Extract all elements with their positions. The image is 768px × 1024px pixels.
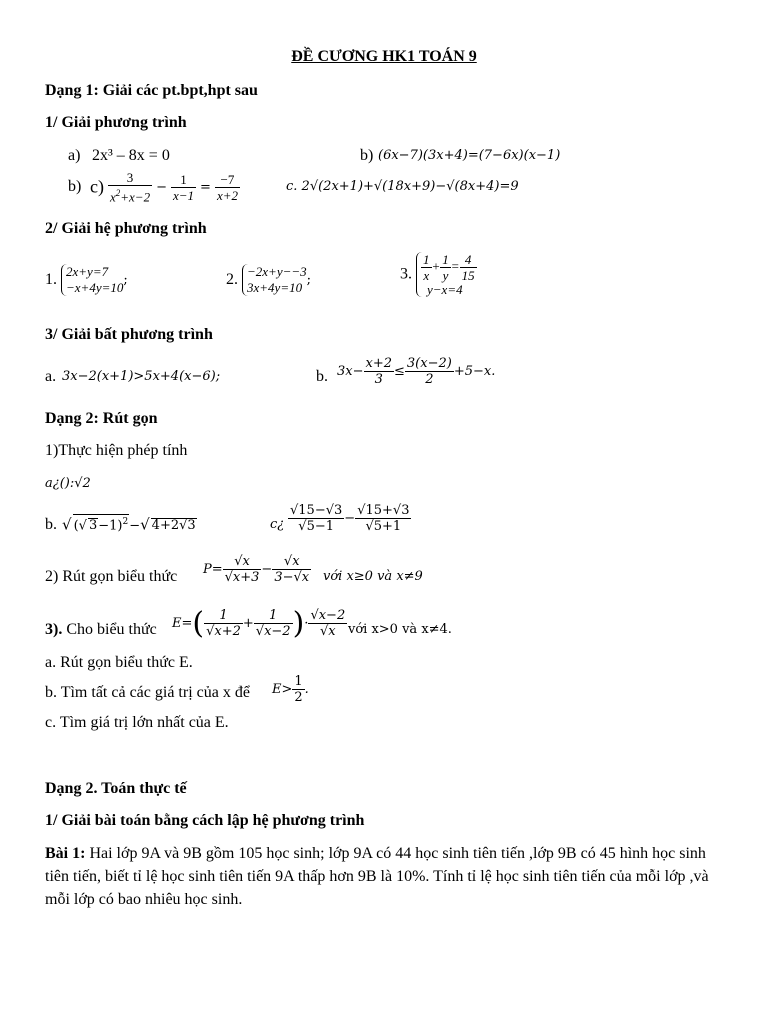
ineq-b-expr: 3x− $\frac{x+2}{3}$ ≤ $\frac{3(x-2)}{2}$ +5−x. [337,356,496,387]
eq-a-expr: 2x³ – 8x = 0 [92,147,170,164]
system-3-brace [416,252,477,297]
system-2-line-2: 3x+4y=10 [247,280,303,295]
eq-c-fraction-3: $\frac{-7}{x+2}$ [216,171,238,203]
q3b-text: b. Tìm tất cả các giá trị của x để [45,684,250,701]
q3b-expr: E> $\frac{1}{2}$ . [272,674,309,705]
q3c-text: c. Tìm giá trị lớn nhất của E. [45,714,229,731]
system-2 [226,264,311,304]
q2-condition: với x≥0 và x≠9 [323,569,423,584]
page-title: ĐỀ CƯƠNG HK1 TOÁN 9 [291,48,477,65]
eq-c-fraction-2: $\frac{1}{x-1}$ [173,171,195,203]
system-3 [400,252,477,312]
system-1-brace [61,264,123,296]
q1c-label: c¿ [270,517,285,532]
subsection-systems-heading: 2/ Giải hệ phương trình [45,220,207,237]
system-1-label: 1. [45,271,57,288]
ineq-a-expr: 3x−2(x+1)>5x+4(x−6); [62,369,221,384]
q3-expr: E=( $\frac{1}{√x+2}$ + $\frac{1}{√x-2}$ )· $\frac{√x-2}{√x}$ [172,606,346,641]
system-3-label: 3. [400,265,412,283]
ineq-a-label: a. [45,368,57,385]
q3-intro [45,621,157,639]
eq-c-row: c) $\frac{3}{x^2+x-2}$ − $\frac{1}{x-1}$ = $\frac{-7}{x+2}$ [90,170,238,205]
eq-b-expr: (6x−7)(3x+4)=(7−6x)(x−1) [378,148,561,163]
eq-b-label: b) [360,147,374,164]
section-1-heading: Dạng 1: Giải các pt.bpt,hpt sau [45,82,258,99]
eq-c-fraction-1: $\frac{3}{x^2+x-2}$ [109,170,151,205]
system-1-line-1: 2x+y=7 [66,264,109,279]
q2-expr: P= $\frac{√x}{√x+3}$ − $\frac{√x}{3-√x}$ [203,554,310,585]
q2-text: 2) Rút gọn biểu thức [45,568,178,585]
q1b-label: b. [45,516,57,533]
eq-b2-label: b) [68,178,82,195]
q1a-expr [45,476,91,491]
problem-1-label: Bài 1: [45,845,86,862]
system-2-semicolon: ; [306,272,312,288]
system-1-line-2: −x+4y=10 [66,280,124,295]
q3-label: 3). [45,621,63,638]
system-3-line-1: $\frac{1}{x}$ + $\frac{1}{y}$ = $\frac{4}{15}$ [423,252,475,283]
section-3-subheading: 1/ Giải bài toán bằng cách lập hệ phương trình [45,812,365,829]
q1c-expr: $\frac{√15-√3}{√5-1}$ − $\frac{√15+√3}{√5+1}$ [290,503,410,534]
problem-1 [45,842,725,911]
eq-c-label: c) [90,176,104,197]
q3a-text: a. Rút gọn biểu thức E. [45,654,193,671]
q3-text: Cho biểu thức [66,621,157,638]
eq-c2-expr: c. 2√(2x+1)+√(18x+9)−√(8x+4)=9 [286,179,519,194]
system-1 [45,264,128,304]
q3-condition: với x>0 và x≠4. [348,622,452,637]
system-1-semicolon: ; [123,272,128,288]
system-3-line-2: y−x=4 [427,282,463,297]
section-2-heading: Dạng 2: Rút gọn [45,410,158,427]
section-3-heading: Dạng 2. Toán thực tế [45,780,187,797]
q1-text: 1)Thực hiện phép tính [45,442,188,459]
eq-a-label: a) [68,147,81,164]
q1a-text: a¿():√2 [45,476,91,491]
ineq-b-label: b. [316,368,328,385]
subsection-equations-heading: 1/ Giải phương trình [45,114,187,131]
subsection-inequalities-heading: 3/ Giải bất phương trình [45,326,213,343]
q1b-expr: √ (√ 3−1)$^2$−√ 4+2√3 [62,515,196,534]
system-2-brace [242,264,307,296]
system-2-label: 2. [226,271,238,288]
system-2-line-1: −2x+y−−3 [247,264,307,279]
problem-1-text: Hai lớp 9A và 9B gồm 105 học sinh; lớp 9A có 44 học sinh tiên tiến ,lớp 9B có 45 hình học sinh tiên tiến, biết tỉ lệ học sinh tiên tiến 9A thấp hơn 9B là 10%. Tính tỉ lệ học sinh tiên tiến của mỗi lớp ,và mỗi lớp có bao nhiêu học sinh. [45,845,709,908]
